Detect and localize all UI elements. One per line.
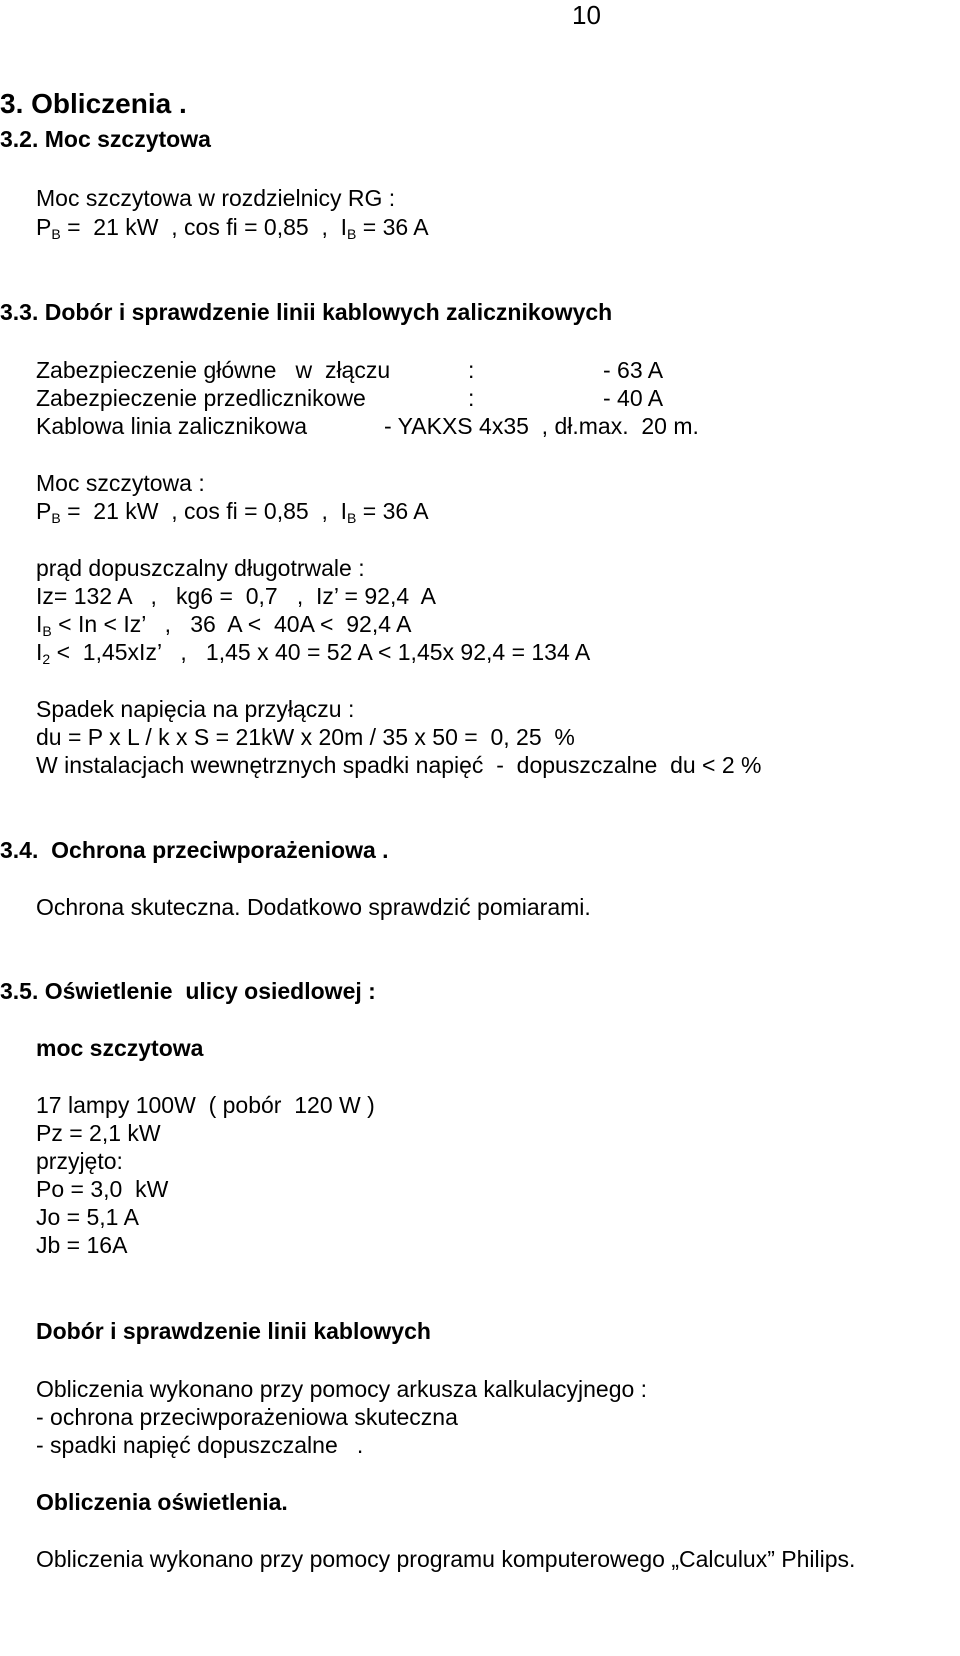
jb-line: Jb = 16A [36, 1232, 128, 1258]
ib-inequality: < In < Iz’ , 36 A < 40A < 92,4 A [51, 611, 412, 637]
protection-main-value: - 63 A [603, 357, 664, 383]
p-equation: = 21 kW , cos fi = 0,85 , I [60, 498, 348, 524]
dobor-line-2: - ochrona przeciwporażeniowa skuteczna [36, 1404, 458, 1430]
moc-label: Moc szczytowa : [36, 470, 205, 496]
dobor-heading: Dobór i sprawdzenie linii kablowych [36, 1318, 431, 1344]
i-symbol: I [36, 639, 43, 665]
protection-pre-colon: : [468, 385, 475, 411]
moc-szczytowa-heading: moc szczytowa [36, 1035, 204, 1061]
protection-pre-value: - 40 A [603, 385, 664, 411]
oswietlenie-text: Obliczenia wykonano przy pomocy programu komputerowego „Calculux” Philips. [36, 1546, 856, 1572]
cable-label: Kablowa linia zalicznikowa [36, 413, 308, 439]
section-3-3-title: 3.3. Dobór i sprawdzenie linii kablowych zalicznikowych [0, 299, 613, 325]
ochrona-text: Ochrona skuteczna. Dodatkowo sprawdzić pomiarami. [36, 894, 591, 920]
rg-values [36, 214, 429, 240]
prad-label: prąd dopuszczalny długotrwale : [36, 555, 365, 581]
po-line: Po = 3,0 kW [36, 1176, 169, 1202]
p-subscript: B [51, 510, 61, 526]
section-3-title: 3. Obliczenia . [0, 88, 187, 119]
dobor-line-1: Obliczenia wykonano przy pomocy arkusza kalkulacyjnego : [36, 1376, 648, 1402]
jo-line: Jo = 5,1 A [36, 1204, 139, 1230]
moc-values [36, 498, 429, 524]
i-subscript: B [347, 226, 357, 242]
du-line: du = P x L / k x S = 21kW x 20m / 35 x 50 = 0, 25 % [36, 724, 575, 750]
iz-line: Iz= 132 A , kg6 = 0,7 , Iz’ = 92,4 A [36, 583, 436, 609]
i-subscript: B [42, 623, 52, 639]
protection-main-colon: : [468, 357, 475, 383]
section-3-4-title: 3.4. Ochrona przeciwporażeniowa . [0, 837, 389, 863]
i-symbol: I [36, 611, 43, 637]
p-subscript: B [51, 226, 61, 242]
p-symbol: P [36, 498, 52, 524]
protection-main-label: Zabezpieczenie główne w złączu [36, 357, 391, 383]
rg-label: Moc szczytowa w rozdzielnicy RG : [36, 185, 396, 211]
lamp-line: 17 lampy 100W ( pobór 120 W ) [36, 1092, 375, 1118]
w-line: W instalacjach wewnętrznych spadki napięć - dopuszczalne du < 2 % [36, 752, 762, 778]
i-subscript: B [347, 510, 357, 526]
page-number: 10 [572, 0, 601, 30]
przyjeto-line: przyjęto: [36, 1148, 123, 1174]
cable-value: - YAKXS 4x35 , dł.max. 20 m. [384, 413, 699, 439]
oswietlenie-heading: Obliczenia oświetlenia. [36, 1489, 288, 1515]
pz-line: Pz = 2,1 kW [36, 1120, 161, 1146]
section-3-2-title: 3.2. Moc szczytowa [0, 126, 211, 152]
protection-pre-label: Zabezpieczenie przedlicznikowe [36, 385, 366, 411]
i-subscript: 2 [42, 651, 51, 667]
i2-inequality: < 1,45xIz’ , 1,45 x 40 = 52 A < 1,45x 92,4 = 134 A [50, 639, 591, 665]
i-equation: = 36 A [356, 214, 429, 240]
p-symbol: P [36, 214, 52, 240]
ib-line [36, 611, 411, 637]
section-3-5-title: 3.5. Oświetlenie ulicy osiedlowej : [0, 978, 376, 1004]
spadek-label: Spadek napięcia na przyłączu : [36, 696, 355, 722]
dobor-line-3: - spadki napięć dopuszczalne . [36, 1432, 364, 1458]
p-equation: = 21 kW , cos fi = 0,85 , I [60, 214, 348, 240]
i2-line [36, 639, 590, 665]
i-equation: = 36 A [356, 498, 429, 524]
